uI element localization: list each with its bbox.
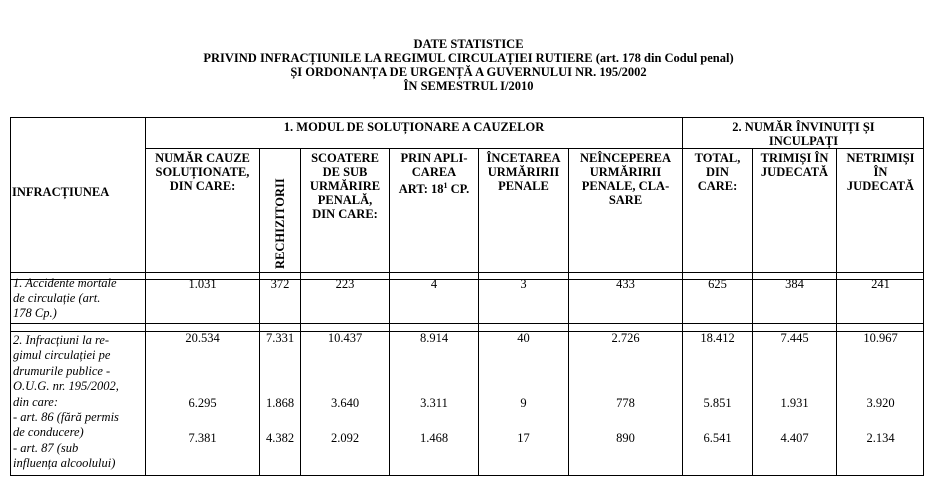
table-cell: 7.381	[188, 431, 217, 445]
col-header-text-part: CP.	[447, 182, 470, 197]
table-cell: 3.640	[330, 396, 360, 410]
doc-subtitle-2: ȘI ORDONANȚA DE URGENȚĂ A GUVERNULUI NR. 195/2002	[290, 65, 647, 79]
col-header-total	[683, 151, 752, 193]
row-label-line: de conducere)	[13, 425, 84, 440]
col-header-netrimisi	[837, 151, 924, 193]
table-cell: 223	[335, 277, 355, 291]
table-cell: 6.541	[703, 431, 732, 445]
table-cell: 10.437	[327, 331, 363, 345]
doc-subtitle-3: ÎN SEMESTRUL I/2010	[403, 79, 534, 93]
table-cell: 4.407	[780, 431, 809, 445]
col-header-text: DIN	[706, 165, 729, 179]
statistics-table	[10, 117, 924, 476]
col-header-text: JUDECATĂ	[846, 179, 915, 193]
row-label-line: O.U.G. nr. 195/2002,	[13, 379, 119, 394]
row-label-infractiuni	[13, 333, 145, 472]
col-header-text: TOTAL,	[694, 151, 741, 165]
col-header-text: URMĂRIRE	[309, 179, 381, 193]
col-header-text: SCOATERE	[311, 151, 379, 165]
row-label-line: - art. 86 (fără permis	[13, 410, 119, 425]
table-cell: 890	[616, 431, 635, 445]
col-header-scoatere	[301, 151, 389, 221]
col-header-text: CARE:	[697, 179, 738, 193]
row-header-infractiunea: INFRACȚIUNEA	[12, 185, 110, 199]
col-header-text: PRIN APLI-	[400, 151, 468, 165]
table-cell: 2.092	[330, 431, 360, 445]
col-header-text: PENALĂ,	[317, 193, 373, 207]
row-label-line: - art. 87 (sub	[13, 440, 79, 455]
col-header-text: SARE	[608, 193, 643, 207]
table-cell: 1.931	[780, 396, 809, 410]
row-label-line: gimul circulației pe	[13, 348, 111, 363]
table-cell: 4.382	[265, 431, 295, 445]
col-header-text: NUMĂR CAUZE	[155, 151, 250, 165]
table-cell: 2.726	[611, 331, 640, 345]
table-cell: 3.311	[420, 396, 448, 410]
table-cell: 8.914	[419, 331, 449, 345]
row-label-line: din care:	[13, 394, 59, 409]
group-header-invinuiti-line1: 2. NUMĂR ÎNVINUIȚI ȘI	[732, 120, 875, 134]
col-header-text: PENALE, CLA-	[581, 179, 670, 193]
col-header-text: ÎN	[873, 165, 888, 179]
table-cell: 1.031	[188, 277, 217, 291]
doc-title: DATE STATISTICE	[413, 37, 524, 51]
col-header-trimisi	[753, 151, 836, 179]
table-cell: 372	[270, 277, 290, 291]
col-header-text-part: ART: 18	[398, 182, 444, 197]
table-cell: 20.534	[185, 331, 220, 345]
table-cell: 2.134	[866, 431, 895, 445]
table-cell: 3.920	[866, 396, 895, 410]
table-cell: 3	[520, 277, 527, 291]
row-label-line: 2. Infracțiuni la re-	[13, 333, 110, 347]
col-header-numar-cauze	[146, 151, 259, 193]
col-header-neinceperea	[569, 151, 682, 207]
col-header-text: URMĂRIRII	[589, 165, 662, 179]
superscript: 1	[443, 181, 448, 190]
col-header-text: SOLUȚIONATE,	[155, 165, 250, 179]
col-header-text: CAREA	[411, 165, 457, 179]
table-cell: 778	[616, 396, 635, 410]
table-cell: 241	[871, 277, 890, 291]
table-cell: 1.868	[265, 396, 295, 410]
row-label-accidente	[13, 276, 145, 321]
table-cell: 433	[616, 277, 635, 291]
col-header-text: DIN CARE:	[312, 207, 378, 221]
row-label-line: 178 Cp.)	[13, 306, 57, 320]
table-cell: 6.295	[188, 396, 217, 410]
row-label-line: influența alcoolului)	[13, 456, 116, 471]
doc-subtitle-1: PRIVIND INFRACȚIUNILE LA REGIMUL CIRCULAȚIEI RUTIERE (art. 178 din Codul penal)	[203, 51, 734, 65]
col-header-text: NETRIMIȘI	[846, 151, 915, 165]
col-header-incetarea	[479, 151, 568, 193]
table-cell: 40	[517, 331, 530, 345]
col-header-text: URMĂRIRII	[487, 165, 560, 179]
table-cell: 9	[520, 396, 527, 410]
table-cell: 4	[430, 277, 438, 291]
col-header-text: TRIMIȘI ÎN	[760, 151, 829, 165]
row-label-line: de circulație (art.	[13, 291, 101, 305]
group-header-solutionare: 1. MODUL DE SOLUȚIONARE A CAUZELOR	[283, 120, 545, 134]
col-header-text: JUDECATĂ	[760, 165, 829, 179]
table-cell: 384	[785, 277, 804, 291]
table-cell: 7.445	[780, 331, 809, 345]
row-label-line: drumurile publice -	[13, 363, 111, 378]
row-label-line: 1. Accidente mortale	[13, 276, 117, 290]
col-header-text: NEÎNCEPEREA	[580, 151, 671, 165]
table-cell: 1.468	[419, 431, 449, 445]
col-header-text: DE SUB	[322, 165, 368, 179]
group-header-invinuiti-line2: INCULPAȚI	[768, 134, 839, 148]
col-header-text	[390, 179, 478, 196]
col-header-text: PENALE	[498, 179, 549, 193]
group-header-invinuiti	[683, 120, 924, 148]
table-cell: 7.331	[265, 331, 295, 345]
col-header-text: ÎNCETAREA	[486, 151, 561, 165]
table-cell: 10.967	[863, 331, 898, 345]
table-cell: 17	[517, 431, 530, 445]
col-header-rechizitorii: RECHIZITORII	[273, 178, 287, 269]
table-cell: 18.412	[700, 331, 735, 345]
table-cell: 5.851	[703, 396, 732, 410]
col-header-prin-aplicarea	[390, 151, 478, 196]
col-header-text: DIN CARE:	[169, 179, 236, 193]
table-cell: 625	[708, 277, 727, 291]
